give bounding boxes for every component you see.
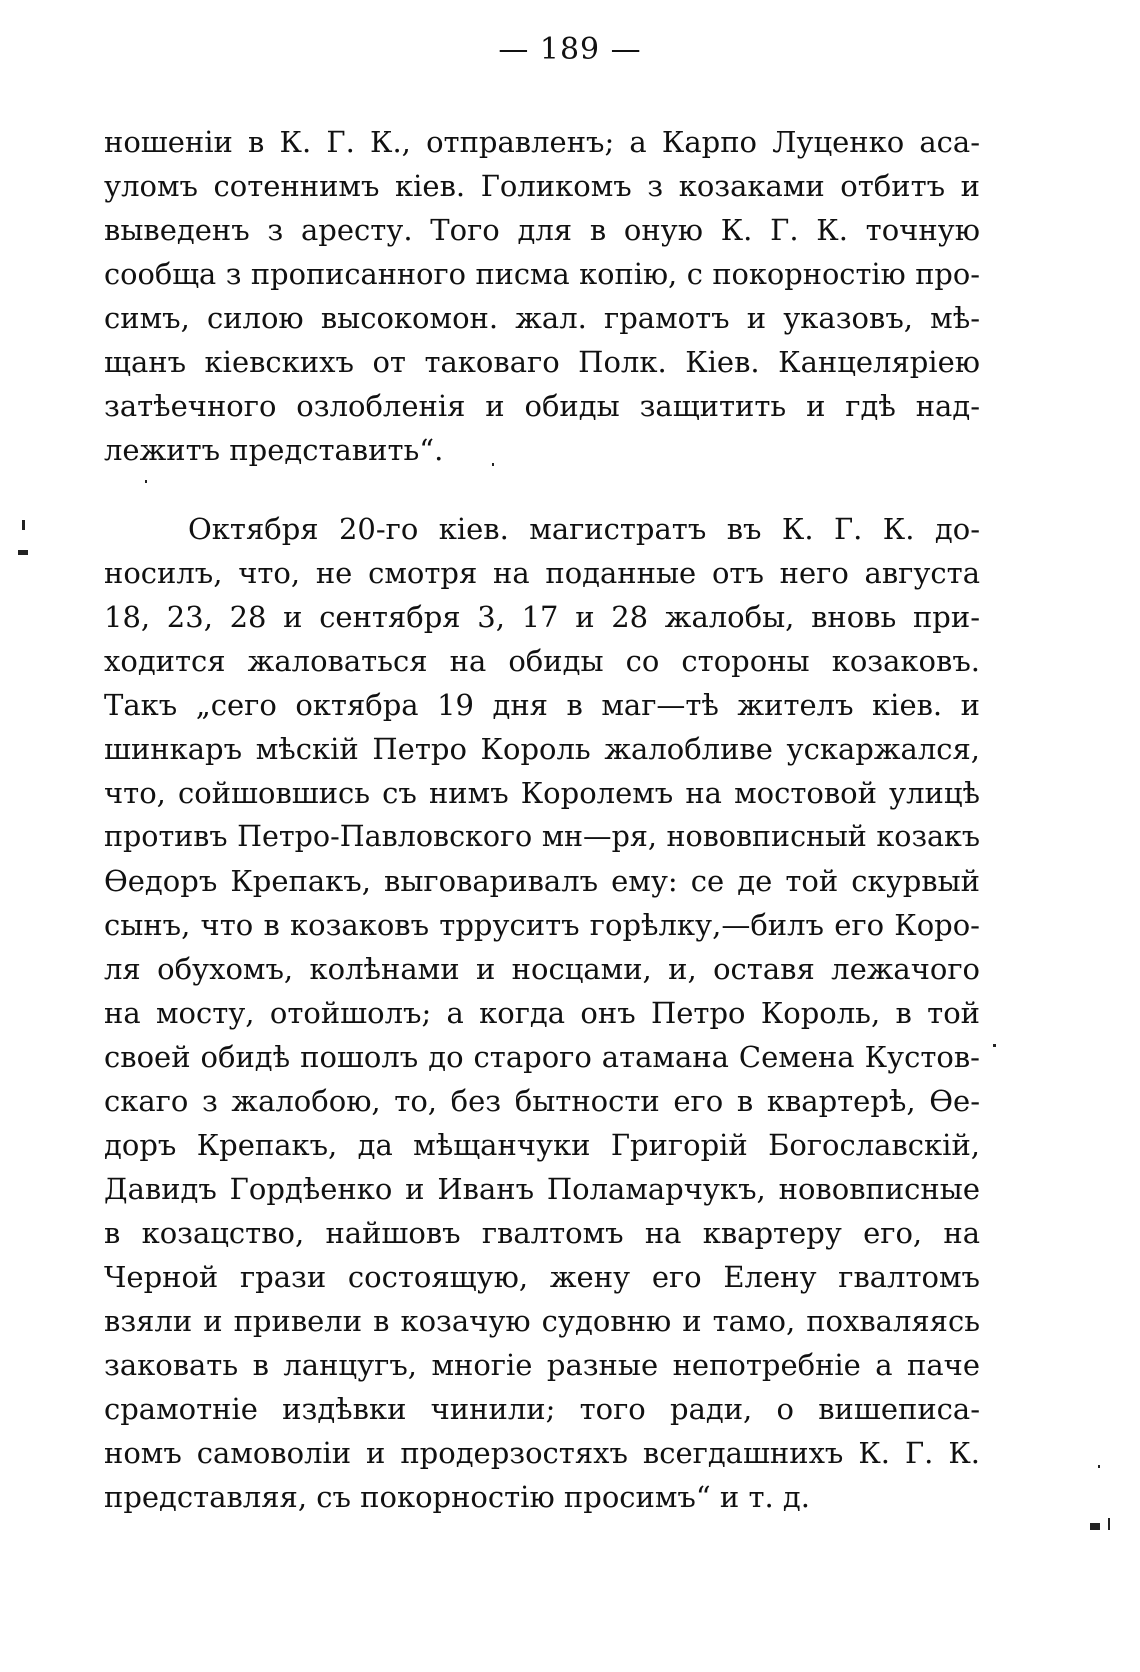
scan-speck [1090,1523,1100,1530]
text-line: выведенъ з аресту. Того для в оную К. Г. К. точную [104,213,980,247]
text-line: щанъ кіевскихъ от таковаго Полк. Кіев. Канцеляріею [104,345,980,379]
text-line: своей обидѣ пошолъ до старого атамана Семена Кустов- [104,1040,980,1074]
scan-speck [22,520,25,530]
text-line: доръ Крепакъ, да мѣщанчуки Григорій Богославскій, [104,1128,980,1162]
text-line: Ѳедоръ Крепакъ, выговаривалъ ему: се де той скурвый [104,864,980,898]
text-line: ля обухомъ, колѣнами и носцами, и, оставя лежачого [104,952,980,986]
text-line: Октября 20-го кіев. магистратъ въ К. Г. К. до- [188,512,980,546]
text-line: представляя, съ покорностію просимъ“ и т. д. [104,1480,810,1514]
text-line: что, сойшовшись съ нимъ Королемъ на мостовой улицѣ [104,776,980,810]
scan-speck [145,480,147,483]
scan-speck [993,1044,996,1047]
text-line: уломъ сотеннимъ кіев. Голикомъ з козаками отбитъ и [104,169,980,203]
text-line: симъ, силою высокомон. жал. грамотъ и указовъ, мѣ- [104,301,980,335]
text-line: носилъ, что, не смотря на поданные отъ него августа [104,556,980,590]
text-line: заковать в ланцугъ, многіе разные непотребніе а паче [104,1348,980,1382]
text-line: шинкаръ мѣскій Петро Король жалобливе ускаржался, [104,732,980,766]
scan-speck [1098,1465,1100,1468]
paragraph-1 [104,120,980,472]
text-line: затѣечного озлобленія и обиды защитить и гдѣ над- [104,389,980,423]
text-line: противъ Петро-Павловского мн—ря, нововписный козакъ [104,820,980,853]
text-line: 18, 23, 28 и сентября 3, 17 и 28 жалобы, вновь при- [104,600,980,634]
text-line: взяли и привели в козачую судовню и тамо, похваляясь [104,1304,980,1338]
text-line: в козацство, найшовъ гвалтомъ на квартеру его, на [104,1216,980,1250]
text-line: сынъ, что в козаковъ трруситъ горѣлку,—билъ его Коро- [104,908,980,942]
text-line: лежитъ представить“. [104,433,444,467]
text-line: срамотніе издѣвки чинили; того ради, о вишеписа- [104,1392,980,1426]
text-line: Давидъ Гордѣенко и Иванъ Поламарчукъ, нововписные [104,1172,980,1206]
scan-speck [1108,1518,1110,1530]
text-line: ношеніи в К. Г. К., отправленъ; а Карпо Луценко аса- [104,125,980,159]
text-line: на мосту, отойшолъ; а когда онъ Петро Король, в той [104,996,980,1030]
text-line: номъ самоволіи и продерзостяхъ всегдашнихъ К. Г. К. [104,1436,980,1470]
text-line: Черной грази состоящую, жену его Елену гвалтомъ [104,1260,980,1294]
scan-speck [492,463,494,466]
paragraph-2 [104,507,980,1519]
text-line: скаго з жалобою, то, без бытности его в квартерѣ, Ѳе- [104,1084,980,1118]
text-line: ходится жаловаться на обиды со стороны козаковъ. [104,644,980,678]
page-number: — 189 — [498,32,642,67]
text-line: сообща з прописанного писма копію, с покорностію про- [104,257,980,291]
text-line: Такъ „сего октябра 19 дня в маг—тѣ жителъ кіев. и [104,688,980,722]
scan-speck [18,550,28,555]
